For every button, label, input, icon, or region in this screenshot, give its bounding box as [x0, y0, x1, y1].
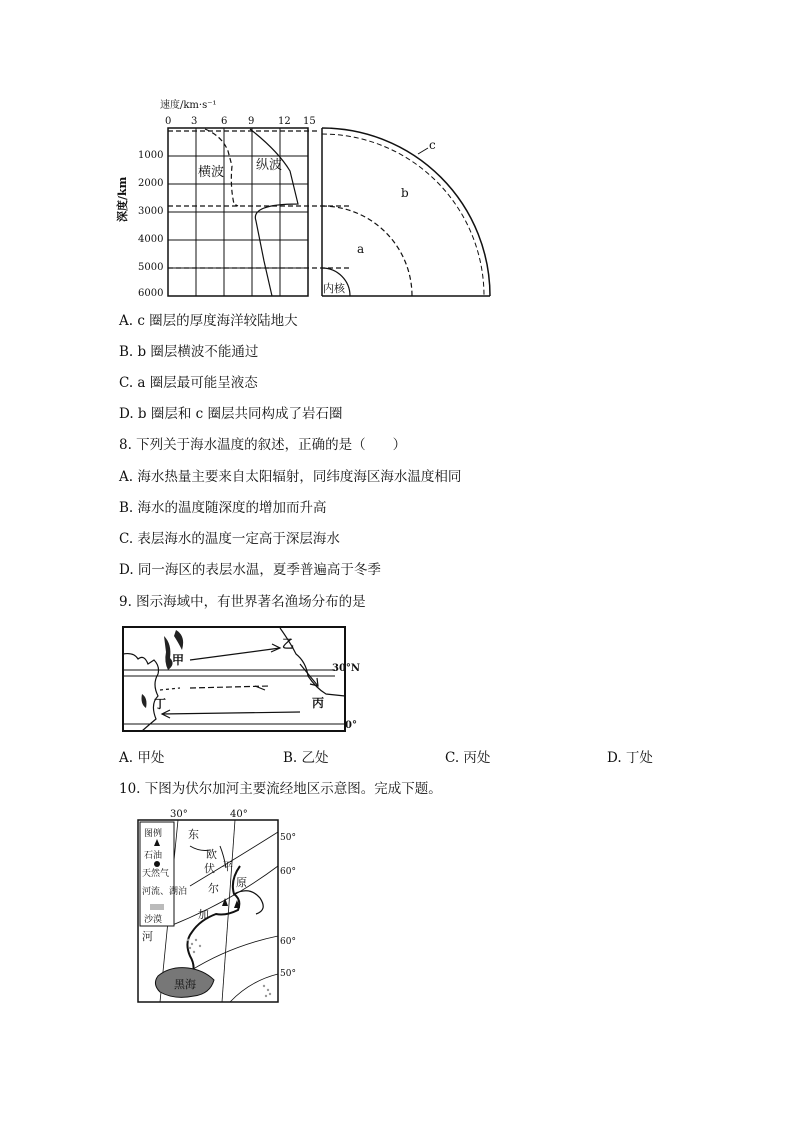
q8-option-d: D. 同一海区的表层水温，夏季普遍高于冬季: [119, 562, 381, 578]
depth-tick: 2000: [138, 178, 164, 189]
speed-axis-title: 速度/km·s⁻¹: [160, 100, 217, 111]
speed-tick: 6: [221, 116, 228, 127]
region-char: 东: [188, 828, 199, 841]
region-char: 平: [222, 860, 233, 873]
speed-tick: 15: [303, 116, 316, 127]
map-label-yi: 乙: [282, 637, 295, 651]
p-wave-label: 纵波: [256, 158, 283, 173]
legend-oil: 石油: [144, 851, 163, 861]
pacific-currents-map: [120, 624, 360, 734]
region-char: 原: [236, 876, 247, 889]
lon-30-label: 30°: [170, 809, 188, 820]
lat-label: 50°: [280, 969, 296, 979]
river-char: 尔: [208, 882, 219, 895]
lat-30-label: 30°N: [332, 663, 361, 674]
speed-tick: 0: [165, 116, 172, 127]
lat-label: 60°: [280, 867, 296, 877]
s-wave-label: 横波: [198, 165, 225, 180]
region-char: 欧: [206, 848, 217, 861]
q7-option-a: A. c 圈层的厚度海洋较陆地大: [119, 313, 298, 329]
river-char: 加: [198, 908, 209, 921]
map-label-ding: 丁: [154, 697, 167, 711]
black-sea-label: 黑海: [174, 978, 196, 991]
lat-label: 50°: [280, 833, 296, 843]
legend-title: 图例: [144, 829, 163, 839]
q9-option-a: A. 甲处: [119, 750, 165, 766]
lat-label: 60°: [280, 937, 296, 947]
depth-tick: 6000: [138, 288, 164, 299]
map-label-bing: 丙: [312, 696, 325, 710]
q7-option-d: D. b 圈层和 c 圈层共同构成了岩石圈: [119, 406, 343, 422]
lat-0-label: 0°: [345, 720, 357, 731]
q8-option-a: A. 海水热量主要来自太阳辐射，同纬度海区海水温度相同: [119, 469, 462, 485]
q8-option-c: C. 表层海水的温度一定高于深层海水: [119, 531, 340, 547]
depth-tick: 4000: [138, 234, 164, 245]
layer-a-label: a: [357, 242, 365, 256]
layer-b-label: b: [401, 186, 409, 200]
q8-stem: 8. 下列关于海水温度的叙述，正确的是（ ）: [119, 437, 407, 453]
depth-tick: 1000: [138, 150, 164, 161]
legend-desert: 沙漠: [144, 915, 163, 925]
river-char: 伏: [204, 862, 215, 875]
lon-40-label: 40°: [230, 809, 248, 820]
q10-stem: 10. 下图为伏尔加河主要流经地区示意图。完成下题。: [119, 781, 442, 797]
q8-option-b: B. 海水的温度随深度的增加而升高: [119, 500, 327, 516]
q9-option-c: C. 丙处: [445, 750, 491, 766]
seismic-figure: [138, 96, 510, 306]
legend-river: 河流、湖泊: [142, 887, 188, 897]
speed-tick: 12: [278, 116, 291, 127]
depth-axis-title: 深度/km: [116, 176, 129, 222]
map-label-jia: 甲: [172, 653, 185, 667]
volga-map: [130, 806, 305, 1006]
depth-tick: 3000: [138, 206, 164, 217]
speed-tick: 3: [191, 116, 198, 127]
q9-stem: 9. 图示海域中，有世界著名渔场分布的是: [119, 594, 366, 610]
q9-option-d: D. 丁处: [607, 750, 653, 766]
q9-option-b: B. 乙处: [283, 750, 329, 766]
earth-section: [322, 128, 490, 296]
depth-tick: 5000: [138, 262, 164, 273]
layer-c-label: c: [429, 138, 436, 152]
speed-tick: 9: [248, 116, 255, 127]
legend-gas: 天然气: [142, 869, 170, 879]
q7-option-b: B. b 圈层横波不能通过: [119, 344, 259, 360]
chart-grid: [168, 128, 308, 296]
q7-option-c: C. a 圈层最可能呈液态: [119, 375, 258, 391]
river-char: 河: [142, 930, 153, 943]
inner-core-label: 内核: [323, 282, 345, 295]
